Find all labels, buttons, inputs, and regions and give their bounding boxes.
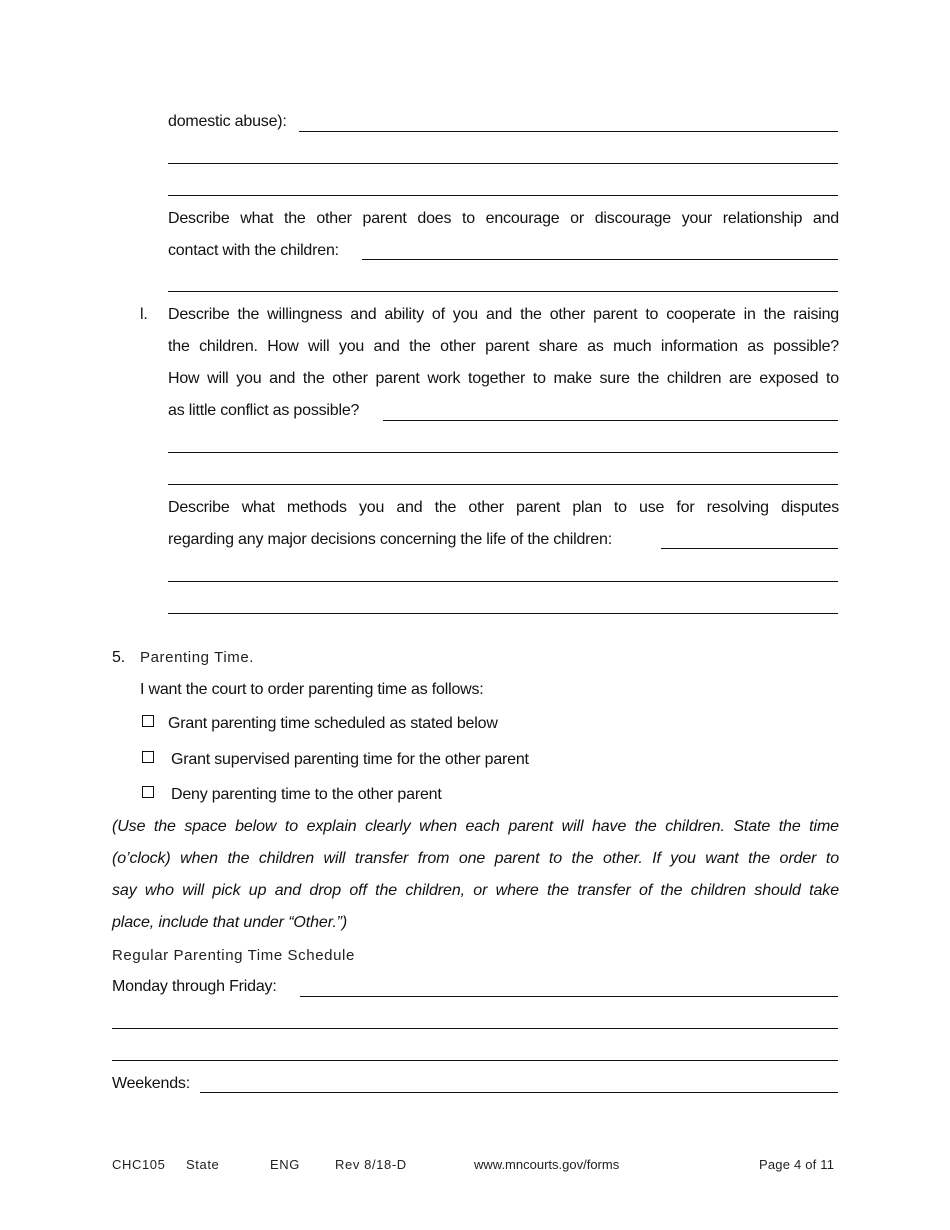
footer-page-number: Page 4 of 11 (759, 1157, 835, 1172)
disputes-answer-line-1[interactable] (661, 548, 838, 549)
dv-answer-line-3[interactable] (168, 195, 838, 196)
schedule-heading: Regular Parenting Time Schedule (112, 947, 355, 964)
weekday-label: Monday through Friday: (112, 978, 277, 995)
disputes-answer-line-2[interactable] (168, 581, 838, 582)
instructions-line-2: (o’clock) when the children will transfer from one parent to the other. If you want the order to (112, 850, 839, 867)
instructions-line-3: say who will pick up and drop off the children, or where the transfer of the children should take (112, 882, 839, 899)
grant-supervised-label: Grant supervised parenting time for the other parent (171, 751, 529, 768)
item-l-question-line-2: the children. How will you and the other parent share as much information as possible? (168, 338, 839, 355)
item-l-marker: l. (140, 306, 148, 323)
weekend-label: Weekends: (112, 1075, 190, 1092)
weekend-answer-line-1[interactable] (200, 1092, 838, 1093)
weekday-answer-line-3[interactable] (112, 1060, 838, 1061)
cooperate-answer-line-3[interactable] (168, 484, 838, 485)
disputes-question-line-2: regarding any major decisions concerning the life of the children: (168, 531, 612, 548)
footer-website[interactable]: www.mncourts.gov/forms (474, 1157, 620, 1172)
instructions-line-4: place, include that under “Other.”) (112, 914, 348, 931)
footer-jurisdiction: State (186, 1157, 220, 1172)
section-5-number: 5. (112, 649, 125, 666)
weekday-answer-line-2[interactable] (112, 1028, 838, 1029)
deny-parenting-label: Deny parenting time to the other parent (171, 786, 442, 803)
disputes-answer-line-3[interactable] (168, 613, 838, 614)
item-l-question-line-4: as little conflict as possible? (168, 402, 360, 419)
grant-scheduled-label: Grant parenting time scheduled as stated below (168, 715, 498, 732)
dv-tail-label: domestic abuse): (168, 113, 287, 130)
instructions-line-1: (Use the space below to explain clearly when each parent will have the children. State the time (112, 818, 839, 835)
deny-parenting-checkbox[interactable] (142, 786, 154, 798)
footer-language: ENG (270, 1157, 300, 1172)
encourage-answer-line-1[interactable] (362, 259, 838, 260)
dv-answer-line-2[interactable] (168, 163, 838, 164)
encourage-answer-line-2[interactable] (168, 291, 838, 292)
encourage-question-line-2: contact with the children: (168, 242, 339, 259)
parenting-time-intro: I want the court to order parenting time as follows: (140, 681, 484, 698)
encourage-question-line-1: Describe what the other parent does to encourage or discourage your relationship and (168, 210, 839, 227)
section-5-heading: Parenting Time. (140, 649, 255, 666)
footer-revision: Rev 8/18-D (335, 1157, 407, 1172)
footer-form-code: CHC105 (112, 1157, 166, 1172)
disputes-question-line-1: Describe what methods you and the other parent plan to use for resolving disputes (168, 499, 839, 516)
dv-answer-line-1[interactable] (299, 131, 838, 132)
grant-supervised-checkbox[interactable] (142, 751, 154, 763)
grant-scheduled-checkbox[interactable] (142, 715, 154, 727)
item-l-question-line-1: Describe the willingness and ability of you and the other parent to cooperate in the raising (168, 306, 839, 323)
item-l-question-line-3: How will you and the other parent work together to make sure the children are exposed to (168, 370, 839, 387)
cooperate-answer-line-1[interactable] (383, 420, 838, 421)
cooperate-answer-line-2[interactable] (168, 452, 838, 453)
weekday-answer-line-1[interactable] (300, 996, 838, 997)
